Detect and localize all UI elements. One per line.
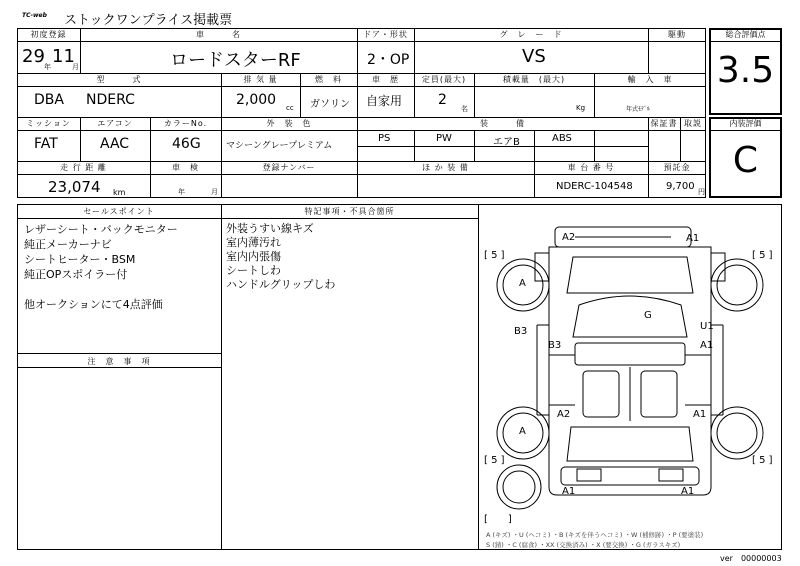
equipment-airbag: エアB [493,137,520,148]
inspection-month-unit: 月 [211,188,218,196]
header-displacement: 排 気 量 [243,75,278,84]
header-inspection: 車 検 [172,163,199,172]
form-title: ストックワンプライス掲載票 [64,13,233,28]
first-reg-year-unit: 年 [44,63,51,71]
tire-label-front-right: [ 5 ] [752,250,773,261]
header-sales-points: セールスポイント [83,207,155,216]
remark-2: 室内薄汚れ [226,236,281,249]
header-doors: ドア・形状 [363,30,408,39]
tire-label-rear-right: [ 5 ] [752,455,773,466]
damage-front-left: A2 [562,232,576,243]
header-mission: ミッション [26,119,71,128]
header-aircon: エアコン [97,119,133,128]
remark-3: 室内内張傷 [226,250,281,263]
deposit: 9,700 [666,181,695,192]
mileage-unit: km [113,188,126,197]
header-capacity: 定員(最大) [421,75,467,84]
equipment-abs: ABS [552,133,572,144]
sales-point-2: 純正メーカーナビ [24,238,112,251]
tire-label-front-left: [ 5 ] [484,250,505,261]
header-notes: 注 意 事 項 [87,357,151,366]
header-equipment: 装 備 [480,119,525,128]
header-grade: グ レ ー ド [499,30,563,39]
header-remarks: 特記事項・不具合箇所 [304,207,395,216]
capacity-unit: 名 [461,105,468,113]
header-interior-rating: 内装評価 [729,119,762,128]
exterior-color: マシーングレープレミアム [226,141,333,151]
displacement-unit: cc [286,104,294,112]
vehicle-history: 自家用 [366,94,403,108]
capacity: 2 [438,92,447,108]
header-fuel: 燃 料 [315,75,342,84]
header-overall-rating: 総合評価点 [725,30,766,39]
aircon: AAC [100,136,130,152]
header-plate-number: 登録ナンバー [262,163,316,172]
chassis-number: NDERC-104548 [556,181,633,192]
header-other-equipment: ほ か 装 備 [422,163,469,172]
equipment-pw: PW [436,133,452,144]
header-deposit: 預託金 [663,163,691,172]
damage-glass: G [644,310,652,321]
sales-point-4: 純正OPスポイラー付 [24,268,128,281]
remark-1: 外装うすい線キズ [226,222,314,235]
damage-front-right: A1 [686,233,700,244]
sales-point-1: レザーシート・バックモニター [24,223,178,236]
door-type: 2・OP [367,52,410,68]
overall-rating: 3.5 [716,50,775,91]
damage-rear-left: A2 [557,409,571,420]
header-import: 輸 入 車 [627,75,673,84]
header-car-name: 車 名 [196,30,241,39]
interior-rating: C [732,140,759,181]
remark-5: ハンドルグリップしわ [226,278,336,291]
header-load: 積載量 (最大) [502,75,566,84]
header-manual: 取説 [684,119,702,128]
sales-point-6: 他オークションにて4点評価 [24,298,163,311]
header-exterior-color: 外 装 色 [266,119,312,128]
first-reg-month-unit: 月 [72,63,79,71]
model-code: NDERC [86,92,135,108]
header-chassis-number: 車 台 番 号 [567,163,615,172]
damage-bumper-right: A1 [681,486,695,497]
header-warranty: 保証書 [650,119,678,128]
car-damage-diagram [479,205,781,549]
remark-4: シートしわ [226,264,281,277]
tire-label-rear-left: [ 5 ] [484,455,505,466]
header-model: 型 式 [96,75,142,84]
damage-right-a: A1 [700,340,714,351]
equipment-ps: PS [378,133,391,144]
header-first-registration: 初度登録 [30,30,67,39]
header-drive: 駆動 [668,30,686,39]
tire-mark-rear-left: A [519,426,526,437]
legend-line-2: S (錆) ・C (腐食) ・XX (交換済み) ・X (要交換) ・G (ガラスキズ) [486,541,681,549]
load-unit: Kg [576,104,586,112]
damage-left-b3-outer: B3 [514,326,528,337]
legend-line-1: A (キズ) ・U (ヘコミ) ・B (キズを伴うヘコミ) ・W (補修跡) ・P (要塗装) [486,531,704,539]
color-number: 46G [172,136,201,152]
fuel-type: ガソリン [310,99,350,110]
inspection-year-unit: 年 [178,188,185,196]
mission: FAT [34,136,58,152]
import-model-year: 年式ﾓﾃﾞﾙ [626,106,651,113]
tire-mark-front-left: A [519,278,526,289]
displacement: 2,000 [236,92,277,108]
first-reg-year: 29 [22,46,45,67]
grade: VS [522,46,546,67]
version-label: ver 00000003 [720,554,782,563]
damage-bumper-left: A1 [562,486,576,497]
damage-left-b3-inner: B3 [548,340,562,351]
damage-rear-right: A1 [693,409,707,420]
sales-point-3: シートヒーター・BSM [24,253,136,266]
mileage: 23,074 [48,178,101,196]
blank-bracket: [ ] [484,514,512,525]
header-color-no: カラーNo. [163,119,208,128]
car-name: ロードスターRF [170,50,301,71]
logo: TC-web [22,12,47,19]
model-prefix: DBA [34,92,64,108]
header-history: 車 歴 [372,75,399,84]
first-reg-month: 11 [52,46,75,67]
damage-right-u: U1 [700,321,714,332]
header-mileage: 走 行 距 離 [60,163,107,172]
deposit-unit: 円 [698,188,705,196]
